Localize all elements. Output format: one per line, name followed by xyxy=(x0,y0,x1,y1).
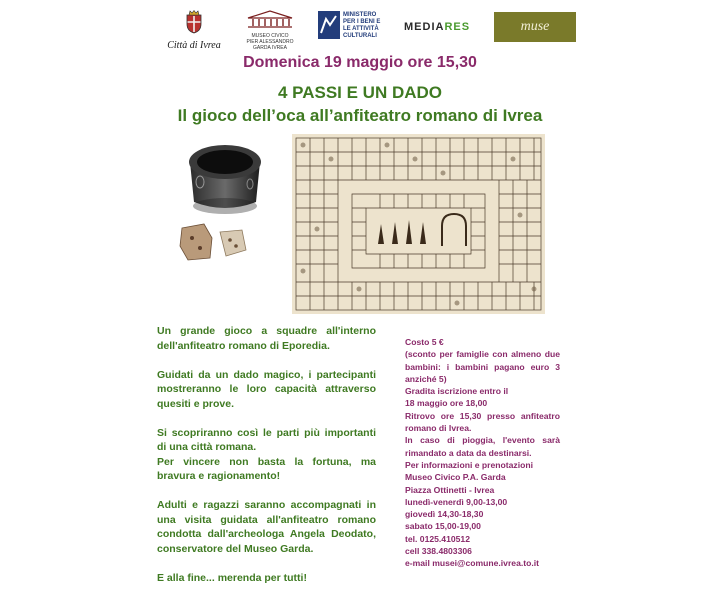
museum-building-icon xyxy=(244,10,296,28)
ministero-line-2: PER I BENI E xyxy=(343,19,381,25)
mediares-main: MEDIA xyxy=(404,21,445,33)
description-paragraph: Un grande gioco a squadre all'interno dell'anfiteatro romano di Eporedia. xyxy=(157,325,376,352)
page-subtitle: Il gioco dell’oca all’anfiteatro romano di Ivrea xyxy=(177,106,543,125)
page-title: 4 PASSI E UN DADO xyxy=(277,83,443,102)
description-paragraph: Per vincere non basta la fortuna, ma bravura e ragionamento! xyxy=(157,455,376,482)
rain-note: In caso di pioggia, l'evento sarà rimandato a data da destinarsi. xyxy=(405,435,560,458)
description-paragraph: Guidati da un dado magico, i partecipanti mostreranno le loro capacità attraverso quesiti e prove. xyxy=(157,368,376,410)
logo-museo-line-3: GARDA IVREA xyxy=(253,45,287,51)
logo-muse: muse xyxy=(494,12,576,42)
price: Costo 5 € xyxy=(405,337,444,347)
meeting-point: Ritrovo ore 15,30 presso anfiteatro romano di Ivrea. xyxy=(405,410,560,434)
phone: tel. 0125.410512 xyxy=(405,533,470,544)
museum-address: Piazza Ottinetti - Ivrea xyxy=(405,484,495,495)
logo-citta-di-ivrea xyxy=(164,10,224,51)
event-description xyxy=(157,324,376,600)
registration-line: Gradita iscrizione entro il xyxy=(405,386,509,397)
museum-name: Museo Civico P.A. Garda xyxy=(405,472,506,483)
description-paragraph: E alla fine... merenda per tutti! xyxy=(157,571,307,584)
event-date: Domenica 19 maggio ore 15,30 xyxy=(243,54,477,71)
mobile: cell 338.4803306 xyxy=(405,546,472,557)
ministero-mark-icon xyxy=(318,11,340,39)
hours-weekdays: lunedì-venerdì 9,00-13,00 xyxy=(405,496,508,507)
registration-deadline: 18 maggio ore 18,00 xyxy=(405,398,488,409)
discount-note: (sconto per famiglie con almeno due bambini: i bambini pagano euro 3 anziché 5) xyxy=(405,349,560,384)
ministero-line-4: CULTURALI xyxy=(343,33,377,39)
logo-museo-line-1: MUSEO CIVICO xyxy=(251,33,289,39)
logo-museo-line-2: PIER ALESSANDRO xyxy=(246,39,294,45)
info-heading: Per informazioni e prenotazioni xyxy=(405,459,533,470)
logo-museo-civico xyxy=(244,10,296,51)
ministero-line-1: MINISTERO xyxy=(343,12,377,18)
hours-saturday: sabato 15,00-19,00 xyxy=(405,521,481,532)
crest-icon xyxy=(184,10,204,34)
logo-citta-text: Città di Ivrea xyxy=(167,40,221,51)
ministero-line-3: LE ATTIVITÀ xyxy=(343,26,379,32)
description-paragraph: Si scopriranno così le parti più importanti di una città romana. xyxy=(157,426,376,453)
mediares-accent: RES xyxy=(444,21,471,33)
logo-ministero xyxy=(318,11,390,41)
event-info xyxy=(405,336,560,570)
description-paragraph: Adulti e ragazzi saranno accompagnati in una visita guidata all'anfiteatro romano condotta dall'archeologa Angela Deodato, conservatore del Museo Garda. xyxy=(157,499,376,555)
logo-mediares xyxy=(404,21,470,33)
email: e-mail musei@comune.ivrea.to.it xyxy=(405,558,539,569)
game-board-image xyxy=(292,134,545,314)
hours-thursday: giovedì 14,30-18,30 xyxy=(405,509,484,520)
dice-cup-image xyxy=(170,132,280,267)
